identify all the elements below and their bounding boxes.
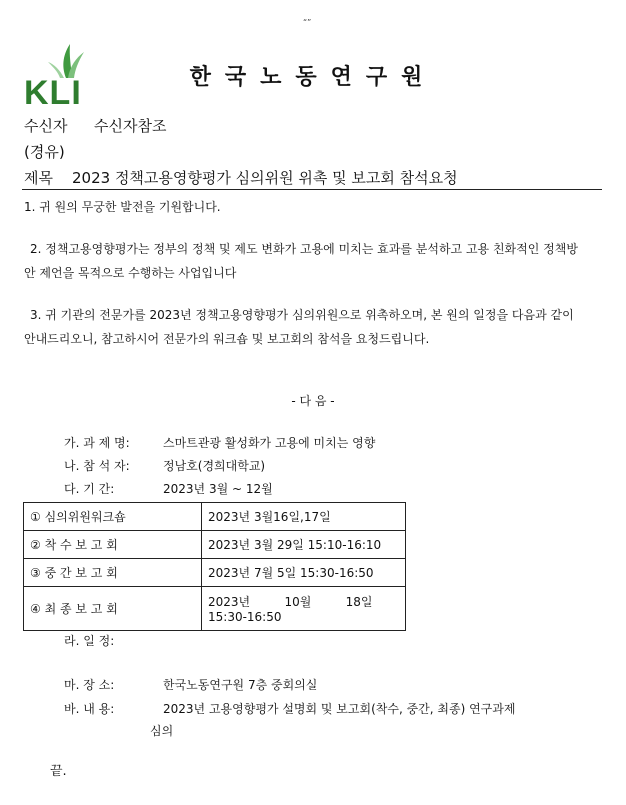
via-line: (경유): [24, 143, 65, 161]
top-quote-mark: “”: [303, 18, 312, 27]
recipient-label: 수신자: [24, 117, 68, 135]
schedule-value: 2023년 3월 29일 15:10-16:10: [202, 531, 406, 559]
schedule-value: 2023년 7월 5일 15:30-16:50: [202, 559, 406, 587]
schedule-value: 2023년 3월16일,17일: [202, 503, 406, 531]
paragraph-2: 2. 정책고용영향평가는 정부의 정책 및 제도 변화가 고용에 미치는 효과를 분석하고 고용 친화적인 정책방안 제언을 목적으로 수행하는 사업입니다: [24, 242, 578, 280]
item-label-da: 다. 기 간:: [64, 482, 115, 496]
schedule-table: [23, 502, 406, 631]
item-label-na: 나. 참 석 자:: [64, 459, 130, 473]
header-divider: [22, 189, 602, 190]
item-value-da: 2023년 3월 ~ 12월: [163, 482, 273, 496]
item-label-ba: 바. 내 용:: [64, 702, 115, 716]
table-row: [24, 587, 406, 631]
schedule-value-multiline: [202, 587, 406, 631]
item-value-ba: 2023년 고용영향평가 설명회 및 보고회(착수, 중간, 최종) 연구과제: [163, 702, 516, 716]
schedule-value-line2: 15:30-16:50: [208, 610, 282, 624]
organization-name: 한국노동연구원: [189, 65, 437, 90]
table-row: [24, 531, 406, 559]
subject-value: 2023 정책고용영향평가 심의위원 위촉 및 보고회 참석요청: [72, 169, 458, 187]
item-value-ba-line2: 심의: [150, 724, 174, 738]
recipient-value: 수신자참조: [94, 117, 167, 135]
item-label-ga: 가. 과 제 명:: [64, 436, 130, 450]
item-label-ra: 라. 일 정:: [64, 634, 115, 648]
item-value-ga: 스마트관광 활성화가 고용에 미치는 영향: [163, 436, 376, 450]
table-row: [24, 559, 406, 587]
subject-label: 제목: [24, 169, 53, 187]
closing-mark: 끝.: [50, 764, 67, 779]
table-row: [24, 503, 406, 531]
schedule-label: ② 착 수 보 고 회: [24, 531, 202, 559]
next-heading: - 다 음 -: [291, 394, 335, 408]
schedule-label: ④ 최 종 보 고 회: [24, 587, 202, 631]
schedule-value-line1: 2023년 10월 18일: [208, 595, 373, 609]
item-value-na: 정남호(경희대학교): [163, 459, 266, 473]
schedule-label: ① 심의위원워크숍: [24, 503, 202, 531]
logo-text: KLI: [24, 74, 82, 112]
item-label-ma: 마. 장 소:: [64, 678, 115, 692]
schedule-label: ③ 중 간 보 고 회: [24, 559, 202, 587]
paragraph-3: 3. 귀 기관의 전문가를 2023년 정책고용영향평가 심의위원으로 위촉하오며, 본 원의 일정을 다음과 같이 안내드리오니, 참고하시어 전문가의 워크숍 및 보고회의 참석을 요청드립니다.: [24, 308, 574, 346]
item-value-ma: 한국노동연구원 7층 중회의실: [163, 678, 318, 692]
paragraph-1: 1. 귀 원의 무궁한 발전을 기원합니다.: [24, 200, 221, 214]
